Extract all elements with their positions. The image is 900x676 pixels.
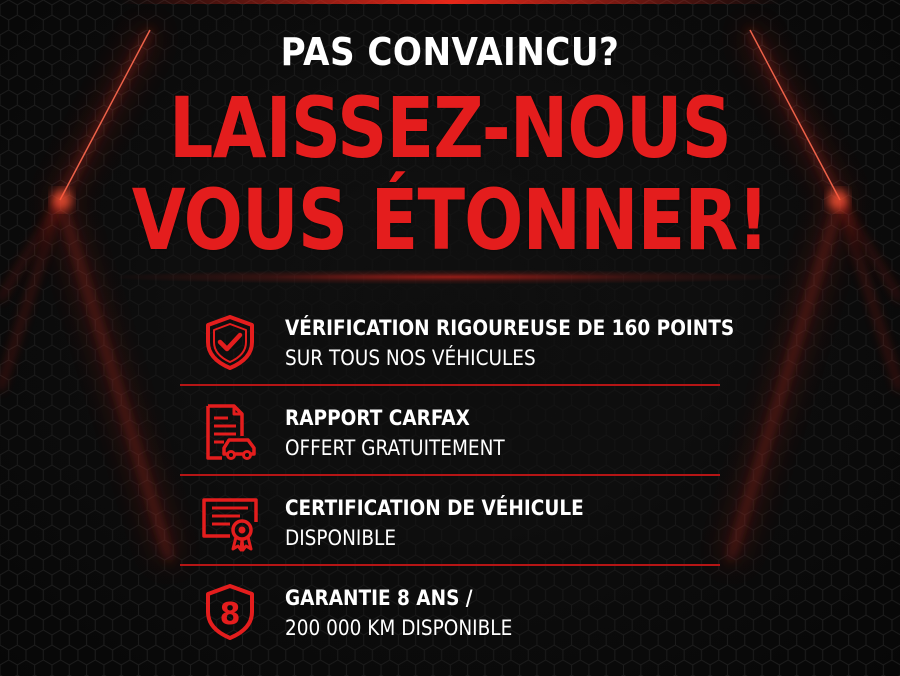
divider: [180, 564, 720, 566]
divider: [180, 474, 720, 476]
headline-line-1: LAISSEZ-NOUS: [168, 79, 731, 177]
warranty-badge-digit: 8: [219, 597, 241, 632]
feature-title: CERTIFICATION DE VÉHICULE: [285, 496, 584, 520]
feature-certification: [180, 482, 720, 562]
feature-warranty: [180, 572, 720, 652]
feature-subtitle: OFFERT GRATUITEMENT: [285, 436, 505, 460]
shield-check-icon: [200, 312, 260, 372]
feature-title: RAPPORT CARFAX: [285, 406, 470, 430]
feature-carfax: [180, 392, 720, 472]
headline-glow-divider: [120, 270, 780, 284]
feature-title: GARANTIE 8 ANS /: [285, 586, 473, 610]
shield-eight-icon: [200, 582, 260, 642]
feature-subtitle: SUR TOUS NOS VÉHICULES: [285, 346, 536, 370]
divider: [180, 384, 720, 386]
report-car-icon: [200, 402, 260, 462]
feature-title: VÉRIFICATION RIGOUREUSE DE 160 POINTS: [285, 316, 735, 340]
feature-subtitle: 200 000 KM DISPONIBLE: [285, 616, 513, 640]
feature-subtitle: DISPONIBLE: [285, 526, 397, 550]
certificate-icon: [200, 492, 260, 552]
headline-line-2: VOUS ÉTONNER!: [131, 171, 769, 269]
eyebrow-heading: PAS CONVAINCU?: [280, 30, 620, 74]
feature-inspection: [180, 302, 735, 382]
